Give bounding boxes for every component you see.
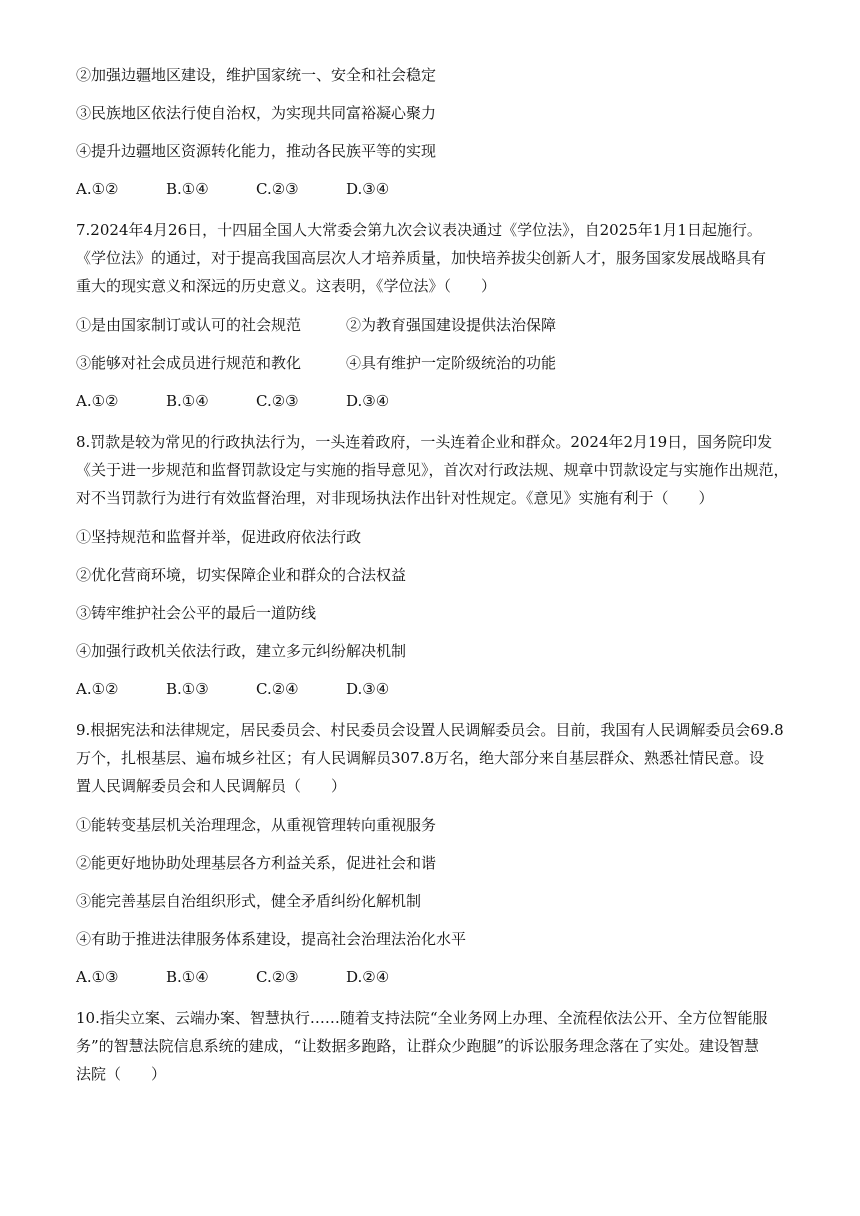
q9-choice-a: A.①③	[76, 968, 119, 986]
q9-option-4: ④有助于推进法律服务体系建设，提高社会治理法治化水平	[76, 930, 467, 948]
q8-choice-c: C.②④	[256, 680, 299, 698]
q6-choice-c: C.②③	[256, 180, 299, 198]
q8-option-1: ①坚持规范和监督并举，促进政府依法行政	[76, 528, 362, 546]
question-9	[76, 716, 800, 990]
q10-stem-line-3: 法院（ ）	[76, 1065, 167, 1083]
q6-choice-b: B.①④	[166, 180, 209, 198]
q10-stem-line-1: 10.指尖立案、云端办案、智慧执行……随着支持法院“全业务网上办理、全流程依法公开、全方位智能服	[76, 1009, 768, 1027]
q9-option-2: ②能更好地协助处理基层各方利益关系，促进社会和谐	[76, 854, 437, 872]
q8-option-2: ②优化营商环境，切实保障企业和群众的合法权益	[76, 566, 407, 584]
q10-stem-line-2: 务”的智慧法院信息系统的建成，“让数据多跑路，让群众少跑腿”的诉讼服务理念落在了实处。建设智慧	[76, 1037, 760, 1055]
q7-option-1: ①是由国家制订或认可的社会规范	[76, 316, 302, 334]
q9-option-1: ①能转变基层机关治理理念，从重视管理转向重视服务	[76, 816, 437, 834]
q7-choice-b: B.①④	[166, 392, 209, 410]
q8-choice-d: D.③④	[346, 680, 390, 698]
question-8	[76, 428, 800, 702]
q7-stem-line-2: 《学位法》的通过，对于提高我国高层次人才培养质量，加快培养拔尖创新人才，服务国家发展战略具有	[76, 249, 767, 267]
q6-option-4: ④提升边疆地区资源转化能力，推动各民族平等的实现	[76, 142, 437, 160]
q6-choice-d: D.③④	[346, 180, 390, 198]
q8-choices	[76, 676, 800, 702]
q6-option-2: ②加强边疆地区建设，维护国家统一、安全和社会稳定	[76, 66, 437, 84]
q7-stem-line-3: 重大的现实意义和深远的历史意义。这表明，《学位法》（ ）	[76, 277, 497, 295]
q7-choice-d: D.③④	[346, 392, 390, 410]
q7-choice-c: C.②③	[256, 392, 299, 410]
q6-option-3: ③民族地区依法行使自治权，为实现共同富裕凝心聚力	[76, 104, 437, 122]
q7-options-row-2	[76, 350, 800, 376]
q6-choice-a: A.①②	[76, 180, 119, 198]
q7-option-4: ④具有维护一定阶级统治的功能	[346, 354, 557, 372]
question-10	[76, 1004, 800, 1088]
q9-stem-line-1: 9.根据宪法和法律规定，居民委员会、村民委员会设置人民调解委员会。目前，我国有人民调解委员会69.8	[76, 721, 784, 739]
q7-options-row-1	[76, 312, 800, 338]
question-7	[76, 216, 800, 414]
q9-choice-d: D.②④	[346, 968, 390, 986]
q9-choices	[76, 964, 800, 990]
q8-option-4: ④加强行政机关依法行政，建立多元纠纷解决机制	[76, 642, 407, 660]
q8-choice-b: B.①③	[166, 680, 209, 698]
q8-stem-line-2: 《关于进一步规范和监督罚款设定与实施的指导意见》，首次对行政法规、规章中罚款设定与实施作出规范，	[76, 461, 789, 479]
q8-stem-line-1: 8.罚款是较为常见的行政执法行为，一头连着政府，一头连着企业和群众。2024年2月19日，国务院印发	[76, 433, 773, 451]
q9-choice-b: B.①④	[166, 968, 209, 986]
q7-choice-a: A.①②	[76, 392, 119, 410]
q8-stem-line-3: 对不当罚款行为进行有效监督治理，对非现场执法作出针对性规定。《意见》实施有利于（ ）	[76, 489, 714, 507]
q7-choices	[76, 388, 800, 414]
q9-option-3: ③能完善基层自治组织形式，健全矛盾纠纷化解机制	[76, 892, 422, 910]
q7-stem-line-1: 7.2024年4月26日，十四届全国人大常委会第九次会议表决通过《学位法》，自2025年1月1日起施行。	[76, 221, 762, 239]
q8-choice-a: A.①②	[76, 680, 119, 698]
q6-choices	[76, 176, 800, 202]
q7-option-2: ②为教育强国建设提供法治保障	[346, 316, 557, 334]
question-6	[76, 62, 800, 202]
q8-option-3: ③铸牢维护社会公平的最后一道防线	[76, 604, 317, 622]
q7-option-3: ③能够对社会成员进行规范和教化	[76, 354, 302, 372]
q9-stem-line-2: 万个，扎根基层、遍布城乡社区；有人民调解员307.8万名，绝大部分来自基层群众、熟悉社情民意。设	[76, 749, 764, 767]
q9-choice-c: C.②③	[256, 968, 299, 986]
q9-stem-line-3: 置人民调解委员会和人民调解员（ ）	[76, 777, 347, 795]
